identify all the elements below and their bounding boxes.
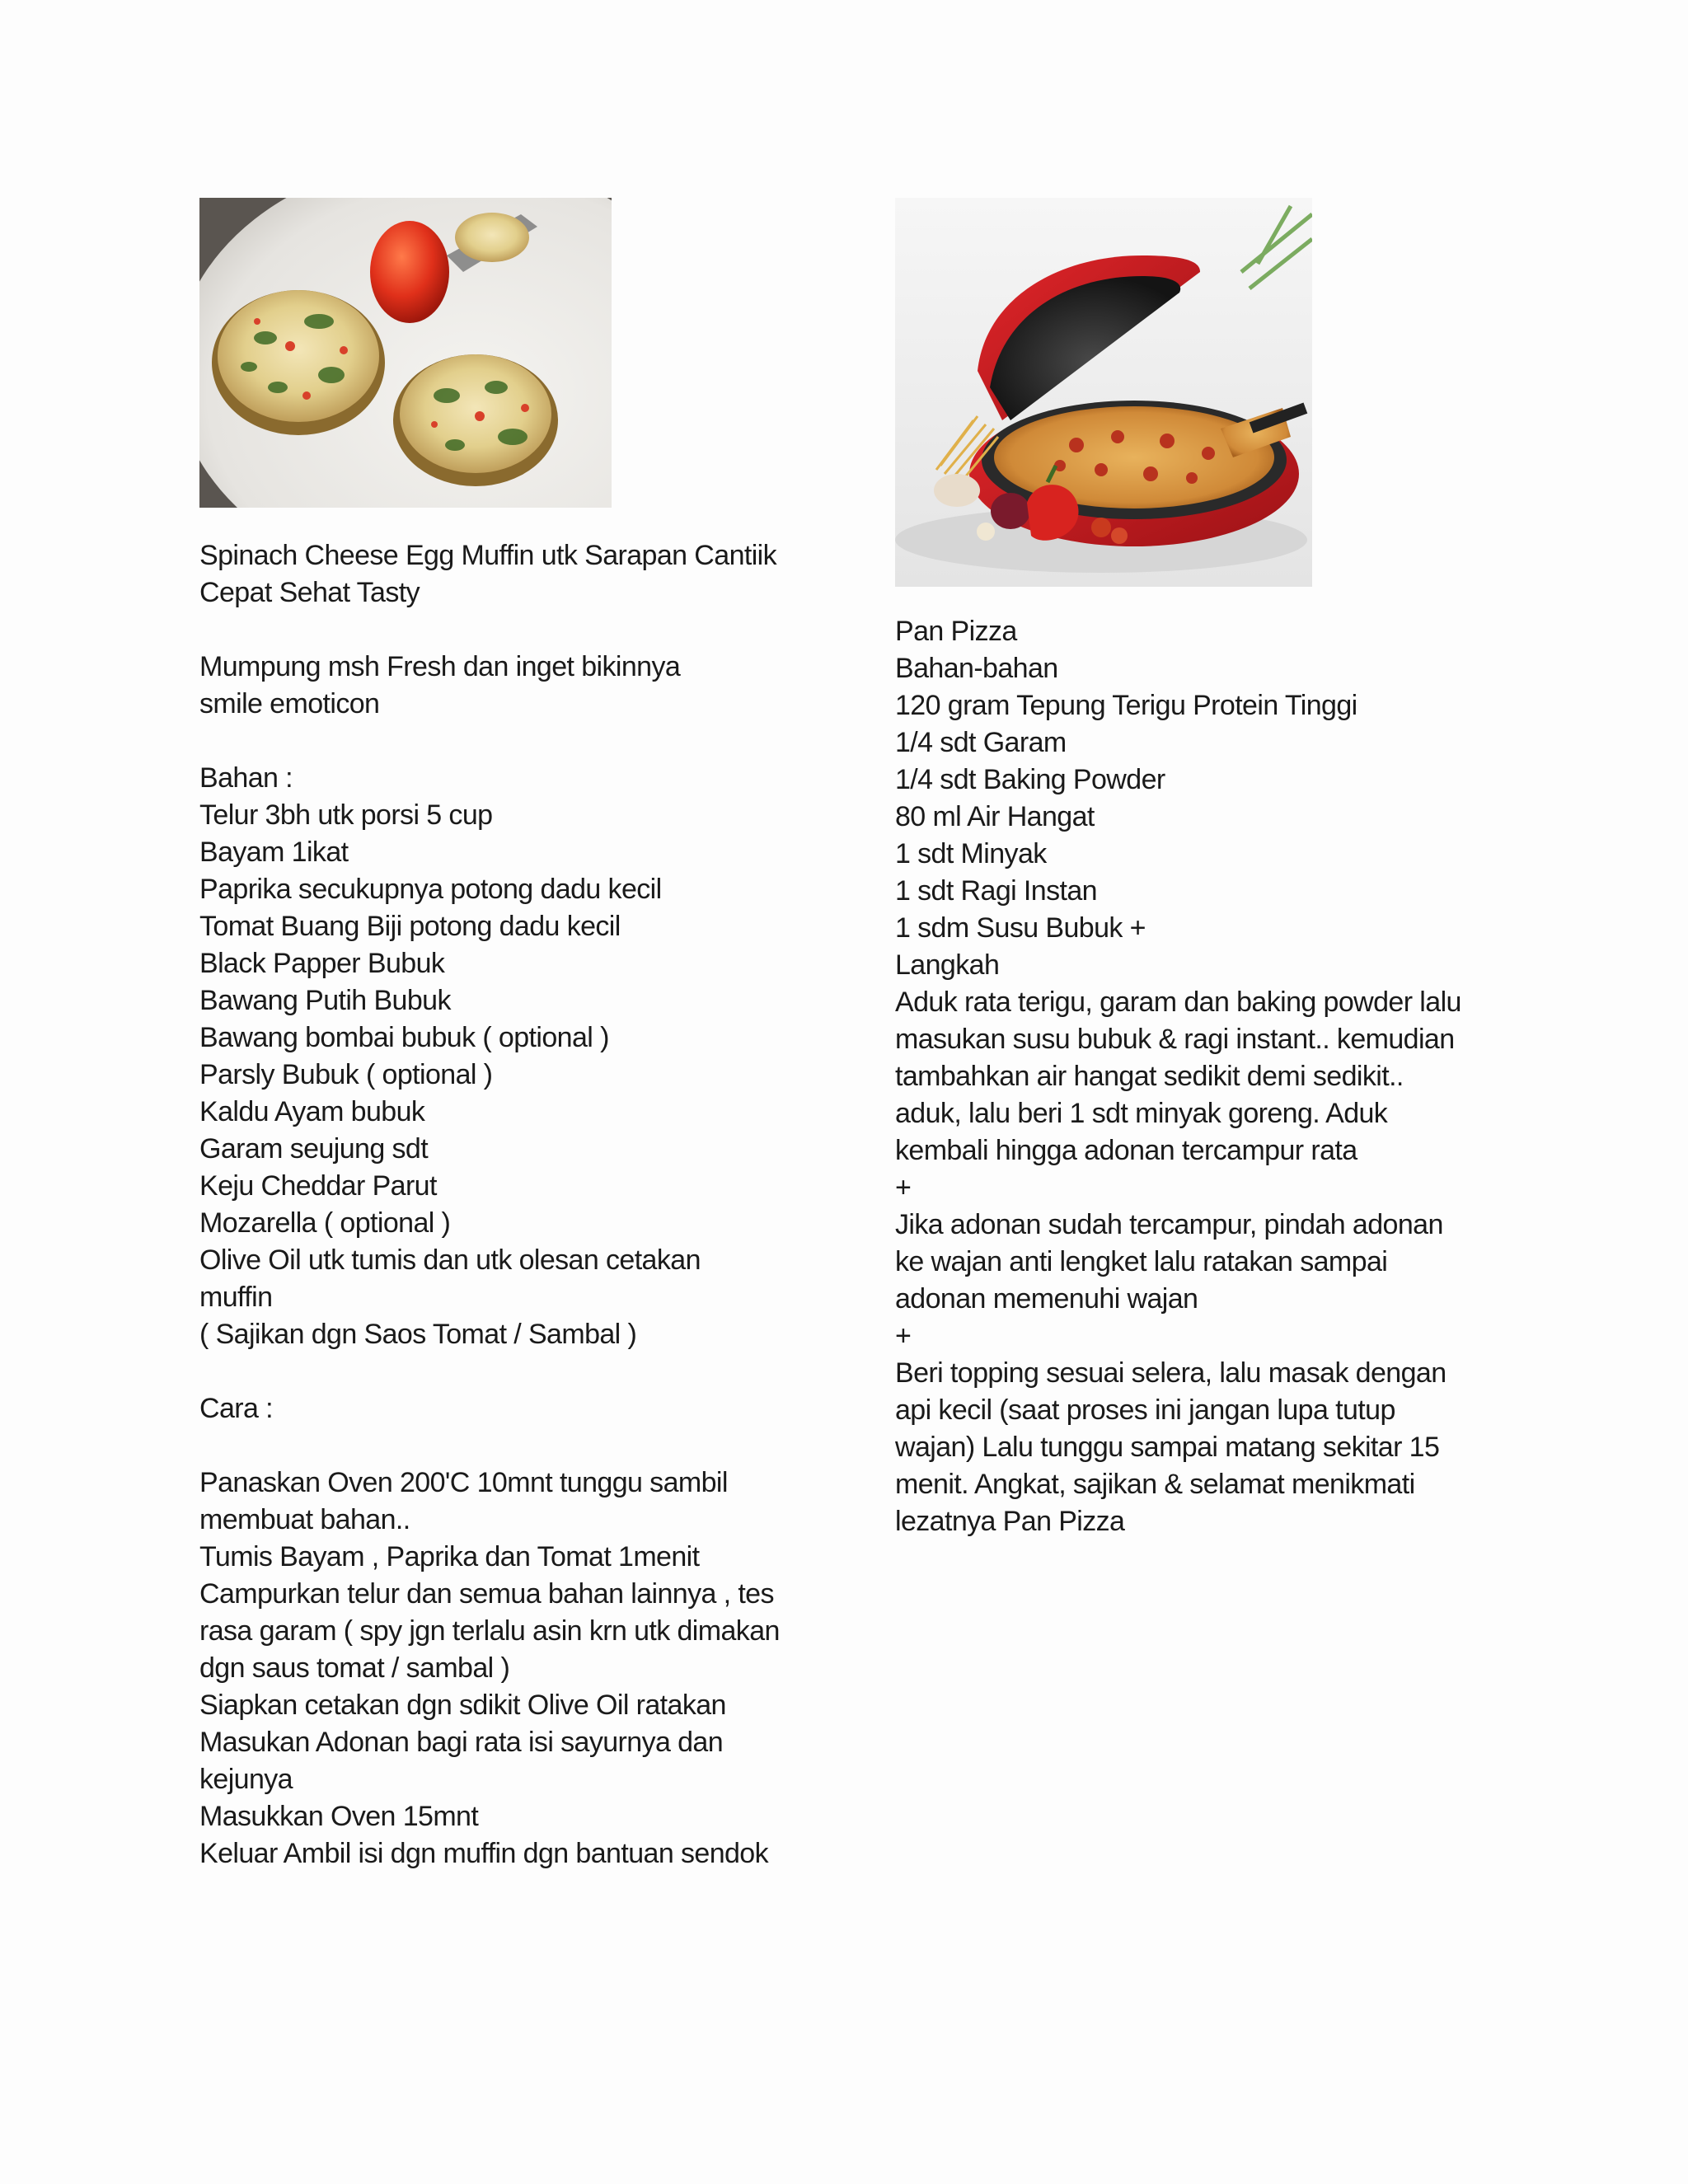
ingredient-item: Mozarella ( optional )	[199, 1207, 451, 1239]
step-line: kejunya	[199, 1764, 293, 1795]
ingredients-heading: Bahan :	[199, 762, 293, 794]
step-line: menit. Angkat, sajikan & selamat menikmati	[895, 1469, 1415, 1500]
recipe-title-line: Spinach Cheese Egg Muffin utk Sarapan Cantiik	[199, 540, 777, 571]
ingredient-item: Bawang bombai bubuk ( optional )	[199, 1022, 609, 1053]
step-line: adonan memenuhi wajan	[895, 1283, 1198, 1315]
step-line: dgn saus tomat / sambal )	[199, 1652, 510, 1684]
ingredient-item: 120 gram Tepung Terigu Protein Tinggi	[895, 690, 1357, 721]
ingredient-item: 80 ml Air Hangat	[895, 801, 1095, 832]
ingredients-heading: Bahan-bahan	[895, 653, 1058, 684]
step-line: Jika adonan sudah tercampur, pindah adonan	[895, 1209, 1443, 1240]
ingredient-item: 1 sdm Susu Bubuk +	[895, 912, 1146, 944]
spinach-egg-muffin-photo	[199, 198, 612, 508]
step-line: Tumis Bayam , Paprika dan Tomat 1menit	[199, 1541, 700, 1572]
step-line: tambahkan air hangat sedikit demi sedikit..	[895, 1061, 1404, 1092]
ingredient-item: 1/4 sdt Garam	[895, 727, 1067, 758]
steps-heading: Langkah	[895, 949, 1000, 981]
muffin-recipe-text	[199, 537, 780, 1872]
step-line: membuat bahan..	[199, 1504, 410, 1535]
ingredient-item: Black Papper Bubuk	[199, 948, 445, 979]
recipe-title-line: Cepat Sehat Tasty	[199, 577, 420, 608]
step-line: lezatnya Pan Pizza	[895, 1506, 1125, 1537]
pizza-maker-photo	[895, 198, 1312, 587]
recipe-title: Pan Pizza	[895, 616, 1017, 647]
step-line: wajan) Lalu tunggu sampai matang sekitar 15	[895, 1432, 1440, 1463]
ingredient-item: ( Sajikan dgn Saos Tomat / Sambal )	[199, 1319, 637, 1350]
intro-line: smile emoticon	[199, 688, 380, 719]
step-line: rasa garam ( spy jgn terlalu asin krn utk dimakan	[199, 1615, 780, 1647]
step-line: Aduk rata terigu, garam dan baking powder lalu	[895, 987, 1461, 1018]
step-line: aduk, lalu beri 1 sdt minyak goreng. Aduk	[895, 1098, 1388, 1129]
step-line: api kecil (saat proses ini jangan lupa tutup	[895, 1394, 1395, 1426]
step-line: Siapkan cetakan dgn sdikit Olive Oil ratakan	[199, 1690, 726, 1721]
step-line: Keluar Ambil isi dgn muffin dgn bantuan sendok	[199, 1838, 769, 1869]
step-line: masukan susu bubuk & ragi instant.. kemudian	[895, 1024, 1455, 1055]
step-line: Masukkan Oven 15mnt	[199, 1801, 479, 1832]
ingredient-item: 1 sdt Ragi Instan	[895, 875, 1097, 907]
ingredient-item: 1/4 sdt Baking Powder	[895, 764, 1165, 795]
step-line: +	[895, 1320, 912, 1352]
ingredient-item: Olive Oil utk tumis dan utk olesan cetakan	[199, 1244, 701, 1276]
ingredient-item: Garam seujung sdt	[199, 1133, 429, 1165]
ingredient-item: Kaldu Ayam bubuk	[199, 1096, 425, 1127]
step-line: Campurkan telur dan semua bahan lainnya , tes	[199, 1578, 774, 1610]
step-line: Beri topping sesuai selera, lalu masak dengan	[895, 1357, 1447, 1389]
ingredient-item: Tomat Buang Biji potong dadu kecil	[199, 911, 621, 942]
steps-heading: Cara :	[199, 1393, 273, 1424]
ingredient-item: muffin	[199, 1282, 273, 1313]
ingredient-item: Paprika secukupnya potong dadu kecil	[199, 874, 662, 905]
intro-line: Mumpung msh Fresh dan inget bikinnya	[199, 651, 681, 682]
pizza-recipe-text	[895, 613, 1461, 1540]
ingredient-item: Bayam 1ikat	[199, 837, 349, 868]
step-line: ke wajan anti lengket lalu ratakan sampai	[895, 1246, 1388, 1277]
ingredient-item: Telur 3bh utk porsi 5 cup	[199, 799, 493, 831]
ingredient-item: Keju Cheddar Parut	[199, 1170, 437, 1202]
step-line: Panaskan Oven 200'C 10mnt tunggu sambil	[199, 1467, 728, 1498]
step-line: +	[895, 1172, 912, 1203]
ingredient-item: Bawang Putih Bubuk	[199, 985, 451, 1016]
ingredient-item: Parsly Bubuk ( optional )	[199, 1059, 493, 1090]
step-line: Masukan Adonan bagi rata isi sayurnya dan	[199, 1727, 724, 1758]
step-line: kembali hingga adonan tercampur rata	[895, 1135, 1357, 1166]
ingredient-item: 1 sdt Minyak	[895, 838, 1047, 869]
